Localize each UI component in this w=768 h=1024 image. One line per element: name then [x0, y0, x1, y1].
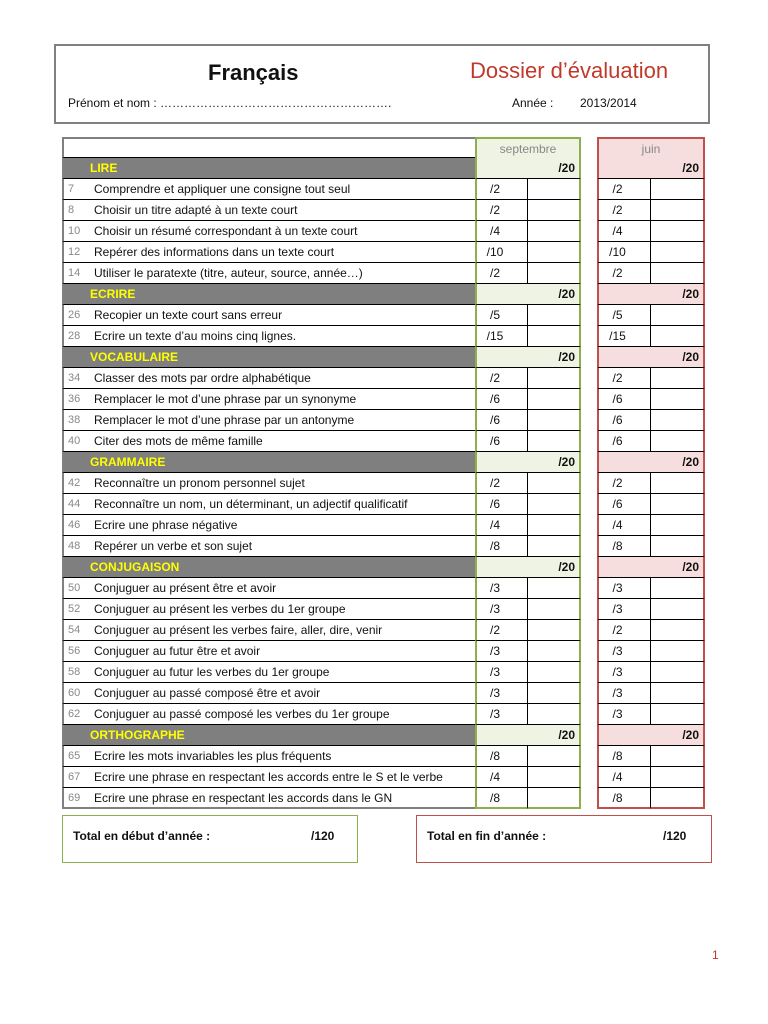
- september-score-input[interactable]: [528, 746, 581, 767]
- september-max-score: /15: [475, 326, 528, 347]
- skill-number: 26: [68, 309, 81, 321]
- june-score-input[interactable]: [651, 620, 705, 641]
- column-gap: [581, 200, 597, 221]
- september-category-total[interactable]: /20: [475, 284, 581, 305]
- june-max-score: /3: [597, 599, 651, 620]
- total-end-value[interactable]: /120: [663, 829, 687, 843]
- skill-row: [62, 242, 475, 263]
- skill-number: 60: [68, 687, 81, 699]
- skill-row: [62, 473, 475, 494]
- skill-row: [62, 494, 475, 515]
- september-score-input[interactable]: [528, 242, 581, 263]
- total-start-box: [62, 815, 358, 863]
- column-header-june: juin: [597, 137, 705, 158]
- june-score-input[interactable]: [651, 221, 705, 242]
- september-score-input[interactable]: [528, 767, 581, 788]
- skill-label: Recopier un texte court sans erreur: [94, 308, 283, 322]
- column-gap: [581, 137, 597, 158]
- skill-row: [62, 704, 475, 725]
- skill-label: Ecrire une phrase en respectant les accords dans le GN: [94, 790, 393, 805]
- june-score-input[interactable]: [651, 263, 705, 284]
- skill-row: [62, 536, 475, 557]
- skill-row: [62, 179, 475, 200]
- june-score-input[interactable]: [651, 368, 705, 389]
- june-score-input[interactable]: [651, 305, 705, 326]
- september-score-input[interactable]: [528, 788, 581, 809]
- category-label: VOCABULAIRE: [90, 350, 179, 364]
- september-score-input[interactable]: [528, 620, 581, 641]
- column-gap: [581, 221, 597, 242]
- june-category-total[interactable]: /20: [597, 158, 705, 179]
- skill-label: Repérer un verbe et son sujet: [94, 539, 253, 553]
- september-score-input[interactable]: [528, 578, 581, 599]
- skill-number: 28: [68, 330, 81, 342]
- june-max-score: /10: [597, 242, 651, 263]
- september-score-input[interactable]: [528, 641, 581, 662]
- june-score-input[interactable]: [651, 662, 705, 683]
- skill-row: [62, 389, 475, 410]
- category-label: ECRIRE: [90, 287, 136, 301]
- september-score-input[interactable]: [528, 704, 581, 725]
- year-value: 2013/2014: [580, 96, 637, 110]
- subject-title: Français: [208, 60, 299, 85]
- september-max-score: /3: [475, 578, 528, 599]
- skill-label: Conjuguer au futur les verbes du 1er groupe: [94, 665, 330, 679]
- skill-row: [62, 515, 475, 536]
- skill-label: Conjuguer au présent être et avoir: [94, 581, 277, 595]
- skill-label: Conjuguer au présent les verbes du 1er groupe: [94, 602, 346, 616]
- column-gap: [581, 326, 597, 347]
- september-score-input[interactable]: [528, 179, 581, 200]
- skill-row: [62, 326, 475, 347]
- june-score-input[interactable]: [651, 389, 705, 410]
- skill-label: Choisir un résumé correspondant à un texte court: [94, 224, 358, 238]
- september-score-input[interactable]: [528, 515, 581, 536]
- september-score-input[interactable]: [528, 200, 581, 221]
- september-max-score: /2: [475, 263, 528, 284]
- skill-number: 46: [68, 519, 81, 531]
- september-max-score: /8: [475, 746, 528, 767]
- skill-number: 54: [68, 624, 81, 636]
- skill-label: Citer des mots de même famille: [94, 434, 263, 448]
- june-max-score: /3: [597, 683, 651, 704]
- column-gap: [581, 179, 597, 200]
- september-max-score: /5: [475, 305, 528, 326]
- skill-label: Ecrire un texte d’au moins cinq lignes.: [94, 329, 297, 343]
- september-max-score: /4: [475, 767, 528, 788]
- september-max-score: /4: [475, 515, 528, 536]
- column-gap: [581, 536, 597, 557]
- category-row-vocabulaire: [62, 347, 475, 368]
- september-max-score: /3: [475, 662, 528, 683]
- june-score-input[interactable]: [651, 578, 705, 599]
- june-max-score: /2: [597, 200, 651, 221]
- category-row-lire: [62, 158, 475, 179]
- skill-row: [62, 431, 475, 452]
- september-max-score: /6: [475, 494, 528, 515]
- june-max-score: /3: [597, 578, 651, 599]
- june-max-score: /2: [597, 179, 651, 200]
- skill-label: Repérer des informations dans un texte court: [94, 245, 335, 259]
- september-score-input[interactable]: [528, 389, 581, 410]
- june-max-score: /3: [597, 641, 651, 662]
- column-gap: [581, 158, 597, 179]
- skill-number: 52: [68, 603, 81, 615]
- september-max-score: /10: [475, 242, 528, 263]
- skill-label: Classer des mots par ordre alphabétique: [94, 371, 311, 385]
- skill-label: Conjuguer au passé composé les verbes du 1er groupe: [94, 707, 390, 721]
- column-gap: [581, 347, 597, 368]
- june-max-score: /2: [597, 368, 651, 389]
- total-end-label: Total en fin d’année :: [427, 829, 547, 843]
- june-max-score: /8: [597, 746, 651, 767]
- skill-label: Remplacer le mot d’une phrase par un antonyme: [94, 413, 355, 427]
- june-max-score: /15: [597, 326, 651, 347]
- skill-number: 48: [68, 540, 81, 552]
- skill-label: Comprendre et appliquer une consigne tout seul: [94, 182, 351, 196]
- september-score-input[interactable]: [528, 221, 581, 242]
- june-category-total[interactable]: /20: [597, 452, 705, 473]
- june-max-score: /8: [597, 536, 651, 557]
- june-max-score: /2: [597, 263, 651, 284]
- category-label: LIRE: [90, 161, 118, 175]
- column-gap: [581, 389, 597, 410]
- june-max-score: /3: [597, 704, 651, 725]
- skill-row: [62, 305, 475, 326]
- category-label: GRAMMAIRE: [90, 455, 166, 469]
- column-gap: [581, 725, 597, 746]
- total-start-value[interactable]: /120: [311, 829, 335, 843]
- column-gap: [581, 599, 597, 620]
- september-category-total[interactable]: /20: [475, 557, 581, 578]
- column-gap: [581, 746, 597, 767]
- skill-row: [62, 788, 475, 809]
- september-score-input[interactable]: [528, 599, 581, 620]
- category-label: ORTHOGRAPHE: [90, 728, 185, 742]
- june-max-score: /2: [597, 473, 651, 494]
- category-row-conjugaison: [62, 557, 475, 578]
- skill-number: 34: [68, 372, 81, 384]
- column-gap: [581, 410, 597, 431]
- september-score-input[interactable]: [528, 263, 581, 284]
- june-category-total[interactable]: /20: [597, 557, 705, 578]
- table-header-blank: [62, 137, 475, 158]
- june-score-input[interactable]: [651, 242, 705, 263]
- june-max-score: /6: [597, 494, 651, 515]
- skill-label: Utiliser le paratexte (titre, auteur, source, année…): [94, 266, 363, 280]
- june-max-score: /6: [597, 431, 651, 452]
- column-gap: [581, 473, 597, 494]
- september-score-input[interactable]: [528, 473, 581, 494]
- skill-label: Reconnaître un nom, un déterminant, un adjectif qualificatif: [94, 497, 408, 511]
- total-end-box: [416, 815, 712, 863]
- june-category-total[interactable]: /20: [597, 284, 705, 305]
- june-score-input[interactable]: [651, 746, 705, 767]
- name-field[interactable]: Prénom et nom : ………………………………………………….: [68, 96, 392, 110]
- june-score-input[interactable]: [651, 515, 705, 536]
- column-gap: [581, 305, 597, 326]
- september-score-input[interactable]: [528, 368, 581, 389]
- skill-row: [62, 662, 475, 683]
- column-gap: [581, 662, 597, 683]
- september-category-total[interactable]: /20: [475, 347, 581, 368]
- skill-number: 12: [68, 246, 81, 258]
- skill-label: Ecrire les mots invariables les plus fréquents: [94, 749, 332, 763]
- skill-label: Ecrire une phrase négative: [94, 518, 238, 532]
- june-score-input[interactable]: [651, 410, 705, 431]
- september-score-input[interactable]: [528, 662, 581, 683]
- june-max-score: /4: [597, 221, 651, 242]
- category-label: CONJUGAISON: [90, 560, 180, 574]
- skill-number: 7: [68, 183, 75, 195]
- header-box: [54, 44, 710, 124]
- september-score-input[interactable]: [528, 683, 581, 704]
- skill-row: [62, 263, 475, 284]
- september-max-score: /3: [475, 599, 528, 620]
- page-number: 1: [712, 948, 719, 962]
- skill-label: Choisir un titre adapté à un texte court: [94, 203, 298, 217]
- june-max-score: /5: [597, 305, 651, 326]
- skill-row: [62, 767, 475, 788]
- year-label: Année :: [512, 96, 554, 110]
- june-score-input[interactable]: [651, 599, 705, 620]
- september-max-score: /3: [475, 704, 528, 725]
- column-gap: [581, 578, 597, 599]
- skill-row: [62, 200, 475, 221]
- june-score-input[interactable]: [651, 704, 705, 725]
- skill-row: [62, 641, 475, 662]
- skill-number: 50: [68, 582, 81, 594]
- september-max-score: /6: [475, 431, 528, 452]
- september-max-score: /2: [475, 368, 528, 389]
- june-score-input[interactable]: [651, 683, 705, 704]
- skill-row: [62, 599, 475, 620]
- skill-label: Conjuguer au passé composé être et avoir: [94, 686, 321, 700]
- june-max-score: /6: [597, 389, 651, 410]
- category-row-grammaire: [62, 452, 475, 473]
- september-max-score: /2: [475, 620, 528, 641]
- document-title: Dossier d’évaluation: [470, 58, 669, 83]
- september-category-total[interactable]: /20: [475, 452, 581, 473]
- category-row-orthographe: [62, 725, 475, 746]
- september-score-input[interactable]: [528, 536, 581, 557]
- june-score-input[interactable]: [651, 179, 705, 200]
- skill-number: 44: [68, 498, 81, 510]
- september-score-input[interactable]: [528, 431, 581, 452]
- september-max-score: /8: [475, 788, 528, 809]
- column-gap: [581, 515, 597, 536]
- september-score-input[interactable]: [528, 494, 581, 515]
- column-gap: [581, 494, 597, 515]
- skill-number: 38: [68, 414, 81, 426]
- column-gap: [581, 452, 597, 473]
- skill-number: 42: [68, 477, 81, 489]
- skill-label: Reconnaître un pronom personnel sujet: [94, 476, 305, 490]
- skill-number: 65: [68, 750, 81, 762]
- column-gap: [581, 620, 597, 641]
- september-score-input[interactable]: [528, 326, 581, 347]
- skill-number: 36: [68, 393, 81, 405]
- september-max-score: /3: [475, 641, 528, 662]
- skill-label: Conjuguer au futur être et avoir: [94, 644, 261, 658]
- june-max-score: /6: [597, 410, 651, 431]
- skill-number: 8: [68, 204, 75, 216]
- skill-number: 14: [68, 267, 81, 279]
- june-score-input[interactable]: [651, 326, 705, 347]
- skill-row: [62, 410, 475, 431]
- column-gap: [581, 263, 597, 284]
- skill-label: Ecrire une phrase en respectant les accords entre le S et le verbe: [94, 770, 443, 784]
- total-start-label: Total en début d’année :: [73, 829, 211, 843]
- september-max-score: /2: [475, 200, 528, 221]
- september-max-score: /8: [475, 536, 528, 557]
- june-score-input[interactable]: [651, 200, 705, 221]
- june-max-score: /4: [597, 515, 651, 536]
- june-score-input[interactable]: [651, 431, 705, 452]
- june-max-score: /4: [597, 767, 651, 788]
- june-max-score: /2: [597, 620, 651, 641]
- skill-row: [62, 620, 475, 641]
- column-gap: [581, 242, 597, 263]
- skill-row: [62, 683, 475, 704]
- september-category-total[interactable]: /20: [475, 725, 581, 746]
- skill-row: [62, 368, 475, 389]
- skill-number: 56: [68, 645, 81, 657]
- column-gap: [581, 284, 597, 305]
- skill-number: 40: [68, 435, 81, 447]
- june-max-score: /3: [597, 662, 651, 683]
- skill-row: [62, 746, 475, 767]
- september-max-score: /3: [475, 683, 528, 704]
- column-gap: [581, 368, 597, 389]
- column-gap: [581, 788, 597, 809]
- skill-number: 58: [68, 666, 81, 678]
- skill-row: [62, 221, 475, 242]
- september-max-score: /6: [475, 410, 528, 431]
- september-max-score: /2: [475, 473, 528, 494]
- june-score-input[interactable]: [651, 494, 705, 515]
- skill-number: 10: [68, 225, 81, 237]
- june-score-input[interactable]: [651, 641, 705, 662]
- september-score-input[interactable]: [528, 410, 581, 431]
- skill-number: 69: [68, 791, 81, 804]
- column-header-september: septembre: [475, 137, 581, 158]
- skill-number: 62: [68, 708, 81, 720]
- june-score-input[interactable]: [651, 536, 705, 557]
- skill-label: Remplacer le mot d’une phrase par un synonyme: [94, 392, 357, 406]
- september-score-input[interactable]: [528, 305, 581, 326]
- september-max-score: /6: [475, 389, 528, 410]
- column-gap: [581, 431, 597, 452]
- june-category-total[interactable]: /20: [597, 347, 705, 368]
- skill-label: Conjuguer au présent les verbes faire, aller, dire, venir: [94, 623, 383, 637]
- june-max-score: /8: [597, 788, 651, 809]
- skill-row: [62, 578, 475, 599]
- skill-number: 67: [68, 771, 81, 783]
- column-gap: [581, 767, 597, 788]
- september-category-total[interactable]: /20: [475, 158, 581, 179]
- september-max-score: /4: [475, 221, 528, 242]
- column-gap: [581, 641, 597, 662]
- evaluation-table: [62, 137, 706, 809]
- september-max-score: /2: [475, 179, 528, 200]
- june-score-input[interactable]: [651, 473, 705, 494]
- column-gap: [581, 704, 597, 725]
- column-gap: [581, 557, 597, 578]
- category-row-ecrire: [62, 284, 475, 305]
- june-score-input[interactable]: [651, 788, 705, 809]
- column-gap: [581, 683, 597, 704]
- june-category-total[interactable]: /20: [597, 725, 705, 746]
- june-score-input[interactable]: [651, 767, 705, 788]
